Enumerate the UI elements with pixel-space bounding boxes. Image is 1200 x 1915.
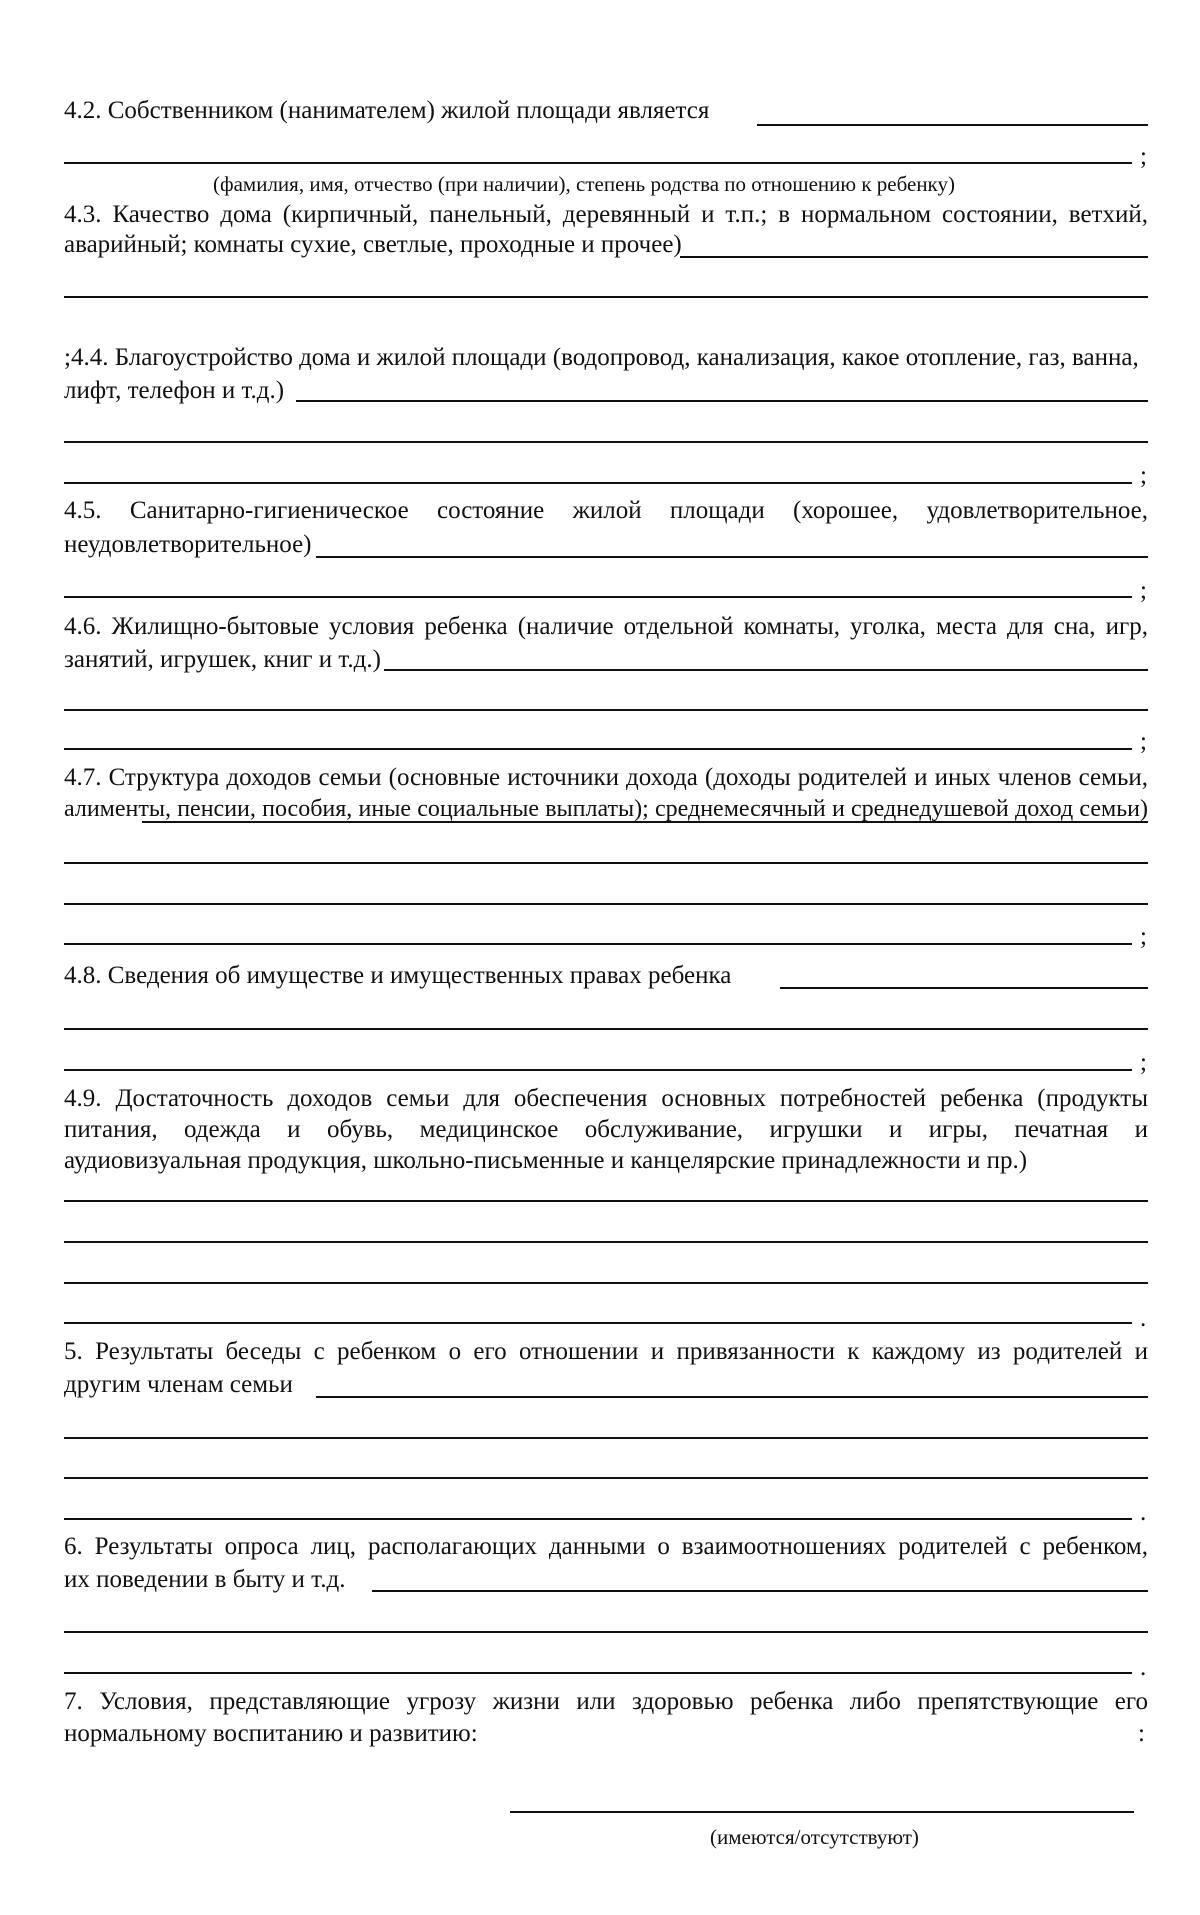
section-7-line-2: нормальному воспитанию и развитию:	[64, 1720, 478, 1747]
section-4-2-blank-2[interactable]	[64, 162, 1132, 164]
section-4-4-line-2: лифт, телефон и т.д.)	[64, 377, 285, 404]
section-4-6-blank-3[interactable]	[64, 748, 1132, 750]
section-4-7-blank-2[interactable]	[64, 862, 1148, 864]
section-4-9-blank-3[interactable]	[64, 1282, 1148, 1284]
section-4-4-blank-2[interactable]	[64, 441, 1148, 443]
section-4-7-blank-1[interactable]	[142, 821, 1148, 823]
section-4-3-blank-2[interactable]	[64, 296, 1148, 298]
section-4-2-end: ;	[1140, 143, 1147, 170]
section-4-4-line-1: ;4.4. Благоустройство дома и жилой площади (водопровод, канализация, какое отопление, газ, ванна,	[64, 344, 1139, 371]
section-4-7-end: ;	[1140, 923, 1147, 950]
section-5-line-1: 5. Результаты беседы с ребенком о его отношении и привязанности к каждому из родителей и	[64, 1338, 1148, 1365]
section-4-4-blank-3[interactable]	[64, 482, 1132, 484]
section-4-3-blank-1[interactable]	[680, 256, 1148, 258]
section-4-6-blank-1[interactable]	[384, 669, 1148, 671]
section-4-8-label: 4.8. Сведения об имуществе и имущественных правах ребенка	[64, 962, 732, 989]
section-4-9-line-2: питания, одежда и обувь, медицинское обслуживание, игрушки и игры, печатная и	[64, 1116, 1148, 1143]
section-4-4-end: ;	[1140, 462, 1147, 489]
section-5-end: .	[1140, 1499, 1147, 1526]
section-4-8-blank-3[interactable]	[64, 1069, 1132, 1071]
section-4-9-line-1: 4.9. Достаточность доходов семьи для обеспечения основных потребностей ребенка (продукты	[64, 1085, 1148, 1112]
section-4-2-hint: (фамилия, имя, отчество (при наличии), степень родства по отношению к ребенку)	[213, 172, 955, 196]
section-4-2-label: 4.2. Собственником (нанимателем) жилой площади является	[64, 97, 710, 124]
section-4-5-line-1: 4.5. Санитарно-гигиеническое состояние жилой площади (хорошее, удовлетворительное,	[64, 497, 1148, 524]
section-6-blank-2[interactable]	[64, 1631, 1148, 1633]
section-5-blank-1[interactable]	[316, 1396, 1148, 1398]
section-6-blank-1[interactable]	[372, 1590, 1148, 1592]
section-4-8-blank-2[interactable]	[64, 1028, 1148, 1030]
section-4-9-blank-2[interactable]	[64, 1241, 1148, 1243]
section-4-4-blank-1[interactable]	[296, 400, 1148, 402]
section-4-5-line-2: неудовлетворительное)	[64, 531, 312, 558]
section-4-5-blank-2[interactable]	[64, 596, 1132, 598]
section-7-line-1: 7. Условия, представляющие угрозу жизни или здоровью ребенка либо препятствующие его	[64, 1688, 1148, 1715]
section-7-blank[interactable]	[510, 1811, 1134, 1813]
section-4-6-blank-2[interactable]	[64, 709, 1148, 711]
section-4-2-blank-1[interactable]	[757, 124, 1148, 126]
section-4-7-blank-3[interactable]	[64, 903, 1148, 905]
section-4-6-end: ;	[1140, 728, 1147, 755]
section-4-7-blank-4[interactable]	[64, 943, 1132, 945]
section-6-line-1: 6. Результаты опроса лиц, располагающих данными о взаимоотношениях родителей с ребенком,	[64, 1533, 1148, 1560]
section-5-line-2: другим членам семьи	[64, 1371, 293, 1398]
section-4-5-blank-1[interactable]	[316, 556, 1148, 558]
section-4-3-line-1: 4.3. Качество дома (кирпичный, панельный, деревянный и т.п.; в нормальном состоянии, ветхий,	[64, 201, 1148, 228]
section-4-9-end: .	[1140, 1305, 1147, 1332]
section-4-6-line-1: 4.6. Жилищно-бытовые условия ребенка (наличие отдельной комнаты, уголка, места для сна, игр,	[64, 613, 1148, 640]
section-4-7-line-1: 4.7. Структура доходов семьи (основные источники дохода (доходы родителей и иных членов семьи,	[64, 764, 1148, 791]
section-4-9-line-3: аудиовизуальная продукция, школьно-письменные и канцелярские принадлежности и пр.)	[64, 1147, 1028, 1174]
section-6-end: .	[1140, 1654, 1147, 1681]
section-5-blank-4[interactable]	[64, 1518, 1132, 1520]
section-4-3-line-2: аварийный; комнаты сухие, светлые, проходные и прочее)	[64, 231, 682, 258]
section-4-8-blank-1[interactable]	[780, 987, 1148, 989]
section-6-line-2: их поведении в быту и т.д.	[64, 1566, 346, 1593]
section-4-8-end: ;	[1140, 1049, 1147, 1076]
section-5-blank-3[interactable]	[64, 1477, 1148, 1479]
section-7-hint: (имеются/отсутствуют)	[710, 1825, 919, 1849]
section-4-5-end: ;	[1140, 577, 1147, 604]
section-4-9-blank-4[interactable]	[64, 1322, 1132, 1324]
section-7-end: :	[1138, 1720, 1145, 1747]
section-4-9-blank-1[interactable]	[64, 1200, 1148, 1202]
section-4-6-line-2: занятий, игрушек, книг и т.д.)	[64, 646, 381, 673]
section-4-7-line-2: алименты, пенсии, пособия, иные социальные выплаты); среднемесячный и среднедушевой доход семьи)	[64, 796, 1148, 822]
section-5-blank-2[interactable]	[64, 1437, 1148, 1439]
section-6-blank-3[interactable]	[64, 1672, 1132, 1674]
